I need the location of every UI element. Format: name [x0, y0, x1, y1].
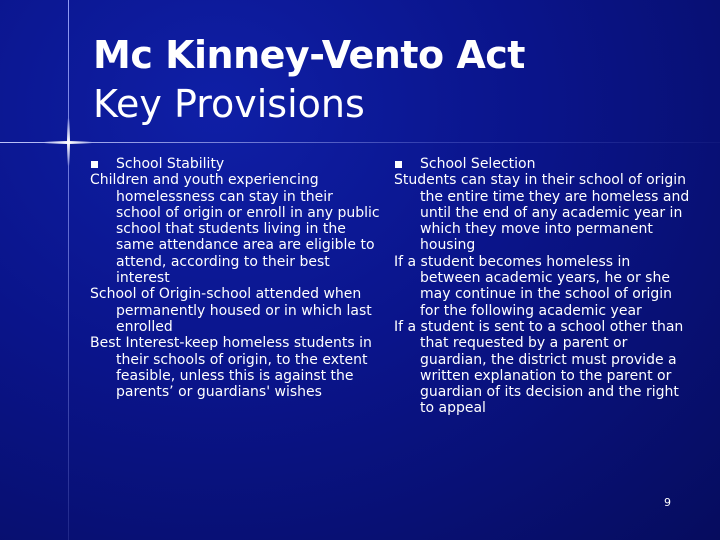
square-bullet-icon: [395, 161, 402, 168]
right-paragraph-1: Students can stay in their school of origin the entire time they are homeless and until the end of any academic year in which they move into permanent housing: [394, 172, 690, 254]
left-paragraph-3: Best Interest-keep homeless students in their schools of origin, to the extent feasible, unless this is against the parents’ or guardians' wishes: [90, 335, 372, 401]
right-paragraph-2: If a student becomes homeless in between academic years, he or she may continue in the school of origin for the following academic year: [394, 253, 673, 319]
left-heading-text: School Stability: [116, 156, 225, 172]
title-line-1: Mc Kinney-Vento Act: [93, 33, 525, 77]
right-heading-text: School Selection: [420, 156, 536, 172]
title-line-2: Key Provisions: [93, 82, 365, 126]
square-bullet-icon: [91, 161, 98, 168]
left-column: [90, 156, 380, 400]
decorative-horizontal-line: [0, 142, 720, 143]
page-number: 9: [664, 496, 671, 509]
right-column: [394, 156, 694, 417]
right-paragraph-3: If a student is sent to a school other than that requested by a parent or guardian, the district must provide a written explanation to the parent or guardian of its decision and the right to appeal: [394, 318, 684, 417]
decorative-vertical-line: [68, 0, 69, 540]
left-bullet-heading: [90, 156, 380, 172]
right-bullet-heading: [394, 156, 694, 172]
left-paragraph-1: Children and youth experiencing homelessness can stay in their school of origin or enroll in any public school that students living in the same attendance area are eligible to attend, according to their best interest: [90, 172, 380, 287]
slide-title: [93, 30, 525, 128]
left-paragraph-2: School of Origin-school attended when permanently housed or in which last enrolled: [90, 286, 372, 335]
